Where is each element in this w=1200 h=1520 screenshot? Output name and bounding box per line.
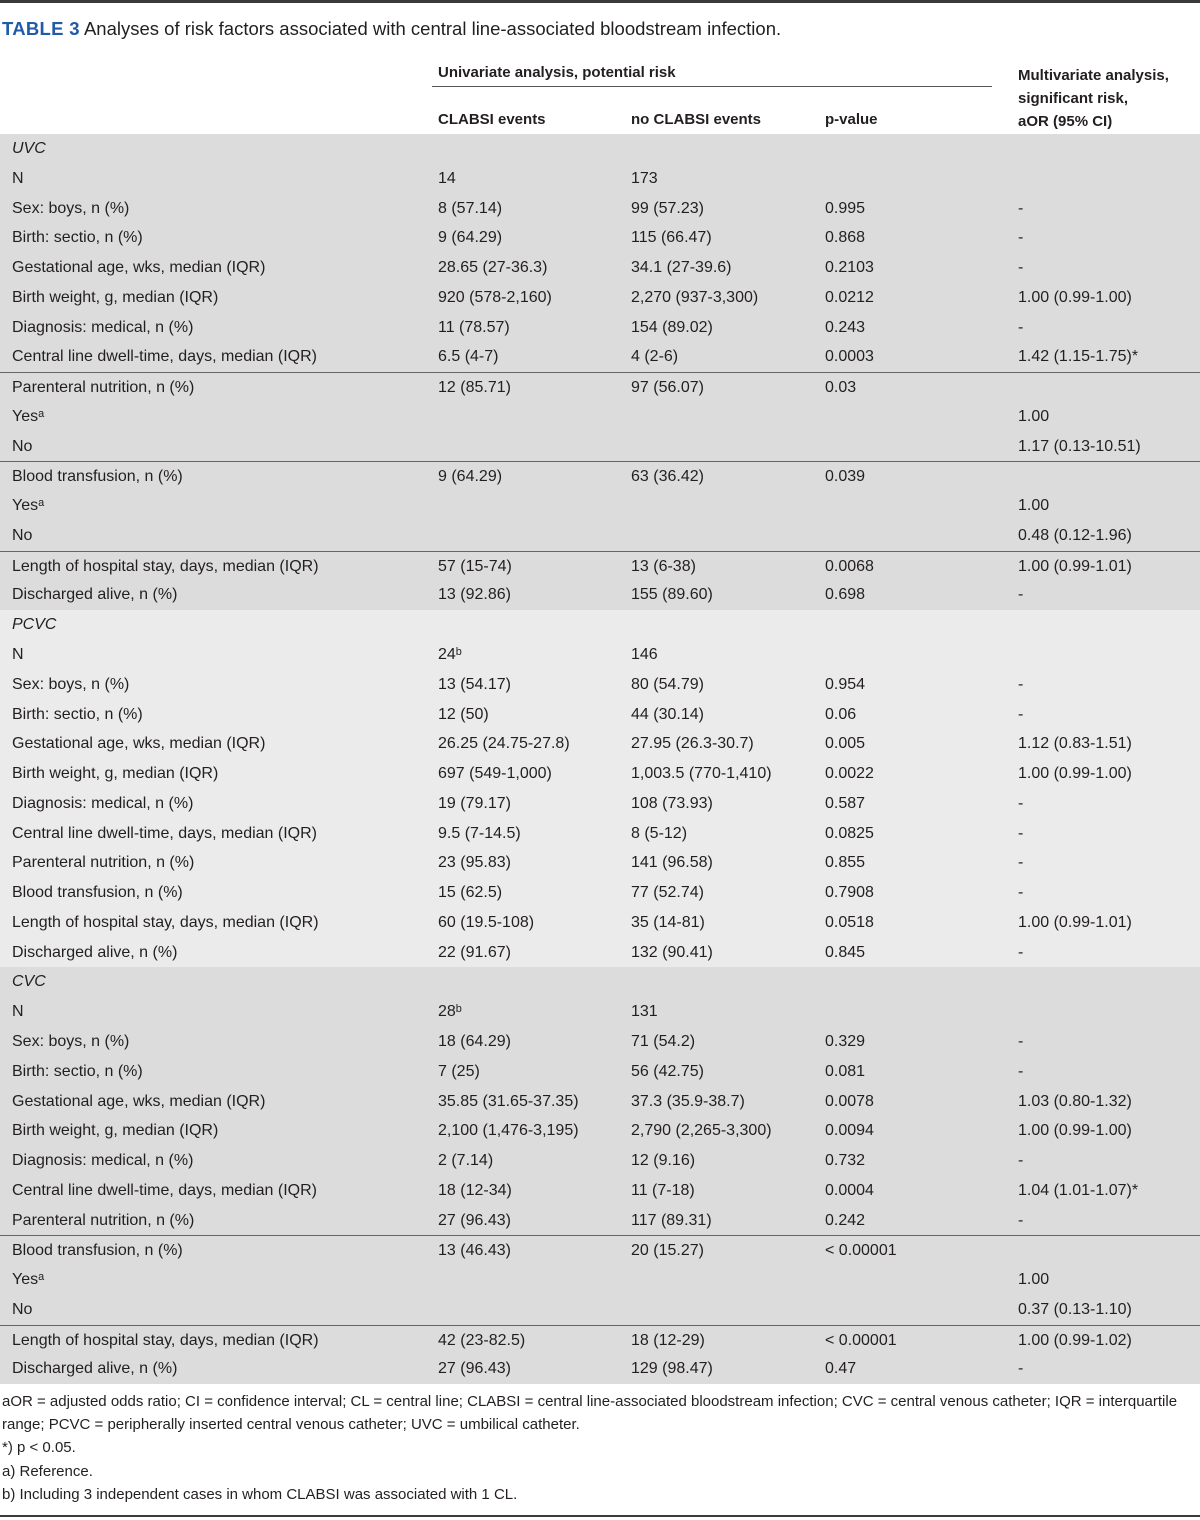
row-label: Yesᵃ — [12, 497, 45, 515]
cell-no-clabsi: 13 (6-38) — [631, 557, 696, 575]
cell-aor: 1.00 — [1018, 497, 1050, 515]
cell-clabsi: 9 (64.29) — [438, 468, 503, 486]
cell-no-clabsi: 99 (57.23) — [631, 199, 704, 217]
cell-clabsi: 13 (46.43) — [438, 1242, 511, 1260]
cell-no-clabsi: 132 (90.41) — [631, 943, 713, 961]
row-label: Gestational age, wks, median (IQR) — [12, 259, 266, 277]
row-label: Discharged alive, n (%) — [12, 586, 178, 604]
cell-p-value: 0.868 — [825, 229, 866, 247]
cell-aor: 0.48 (0.12-1.96) — [1018, 526, 1132, 544]
footnote-significance: *) p < 0.05. — [2, 1439, 76, 1457]
table-row — [0, 283, 1200, 313]
table-row — [0, 848, 1200, 878]
table-row — [0, 1176, 1200, 1206]
cell-no-clabsi: 56 (42.75) — [631, 1062, 704, 1080]
row-label: Gestational age, wks, median (IQR) — [12, 735, 266, 753]
cell-no-clabsi: 44 (30.14) — [631, 705, 704, 723]
column-header-clabsi: CLABSI events — [438, 111, 546, 128]
row-label: Diagnosis: medical, n (%) — [12, 318, 194, 336]
table-row — [0, 670, 1200, 700]
cell-aor: - — [1018, 1032, 1024, 1050]
cell-no-clabsi: 27.95 (26.3-30.7) — [631, 735, 754, 753]
cell-p-value: 0.0825 — [825, 824, 874, 842]
row-label: Blood transfusion, n (%) — [12, 884, 183, 902]
multivariate-header-line: Multivariate analysis, — [1018, 67, 1169, 84]
cell-p-value: 0.242 — [825, 1211, 866, 1229]
row-label: Birth: sectio, n (%) — [12, 1062, 143, 1080]
cell-no-clabsi: 4 (2-6) — [631, 348, 679, 366]
table-row — [0, 640, 1200, 670]
cell-aor: - — [1018, 259, 1024, 277]
footnote-reference: a) Reference. — [2, 1462, 93, 1480]
cell-clabsi: 6.5 (4-7) — [438, 348, 499, 366]
table-row — [0, 491, 1200, 521]
cell-aor: 1.12 (0.83-1.51) — [1018, 735, 1132, 753]
cell-aor: 0.37 (0.13-1.10) — [1018, 1300, 1132, 1318]
cell-no-clabsi: 117 (89.31) — [631, 1211, 712, 1229]
cell-p-value: 0.0518 — [825, 913, 874, 931]
row-label: Gestational age, wks, median (IQR) — [12, 1092, 266, 1110]
table-row — [0, 1325, 1200, 1355]
bottom-rule — [0, 1515, 1200, 1517]
row-label: No — [12, 526, 33, 544]
table-body — [0, 134, 1200, 1384]
cell-p-value: 0.0004 — [825, 1181, 874, 1199]
cell-clabsi: 14 — [438, 169, 456, 187]
cell-no-clabsi: 35 (14-81) — [631, 913, 705, 931]
cell-no-clabsi: 77 (52.74) — [631, 884, 704, 902]
row-label: Discharged alive, n (%) — [12, 1360, 178, 1378]
group-header-row — [0, 610, 1200, 640]
cell-p-value: 0.845 — [825, 943, 866, 961]
cell-clabsi: 13 (92.86) — [438, 586, 511, 604]
column-header-no-clabsi: no CLABSI events — [631, 111, 762, 128]
cell-clabsi: 9.5 (7-14.5) — [438, 824, 521, 842]
cell-p-value: 0.243 — [825, 318, 866, 336]
cell-no-clabsi: 129 (98.47) — [631, 1360, 713, 1378]
cell-p-value: 0.0022 — [825, 765, 874, 783]
cell-no-clabsi: 37.3 (35.9-38.7) — [631, 1092, 745, 1110]
cell-p-value: < 0.00001 — [825, 1331, 897, 1349]
cell-p-value: 0.039 — [825, 468, 866, 486]
cell-p-value: 0.081 — [825, 1062, 866, 1080]
group-header-row — [0, 967, 1200, 997]
table-row — [0, 1235, 1200, 1265]
cell-clabsi: 23 (95.83) — [438, 854, 511, 872]
cell-no-clabsi: 18 (12-29) — [631, 1331, 705, 1349]
cell-clabsi: 19 (79.17) — [438, 794, 511, 812]
cell-clabsi: 22 (91.67) — [438, 943, 511, 961]
group-label: UVC — [12, 140, 46, 157]
row-label: Length of hospital stay, days, median (IQR) — [12, 1331, 319, 1349]
cell-aor: 1.00 (0.99-1.00) — [1018, 765, 1132, 783]
cell-no-clabsi: 154 (89.02) — [631, 318, 713, 336]
cell-clabsi: 9 (64.29) — [438, 229, 503, 247]
table-row — [0, 1295, 1200, 1325]
cell-clabsi: 42 (23-82.5) — [438, 1331, 526, 1349]
cell-p-value: 0.329 — [825, 1032, 866, 1050]
cell-aor: 1.00 (0.99-1.02) — [1018, 1331, 1132, 1349]
table-row — [0, 819, 1200, 849]
cell-clabsi: 13 (54.17) — [438, 675, 511, 693]
cell-p-value: < 0.00001 — [825, 1242, 897, 1260]
table-row — [0, 402, 1200, 432]
table-row — [0, 908, 1200, 938]
cell-clabsi: 28ᵇ — [438, 1003, 462, 1021]
table-caption — [2, 18, 781, 40]
cell-aor: - — [1018, 854, 1024, 872]
row-label: Birth: sectio, n (%) — [12, 229, 143, 247]
cell-no-clabsi: 20 (15.27) — [631, 1242, 704, 1260]
top-rule — [0, 0, 1200, 3]
cell-no-clabsi: 11 (7-18) — [631, 1181, 695, 1199]
cell-p-value: 0.0078 — [825, 1092, 874, 1110]
row-label: Parenteral nutrition, n (%) — [12, 854, 195, 872]
cell-aor: - — [1018, 586, 1024, 604]
cell-clabsi: 26.25 (24.75-27.8) — [438, 735, 570, 753]
group-label: PCVC — [12, 616, 57, 634]
cell-clabsi: 27 (96.43) — [438, 1360, 511, 1378]
cell-aor: 1.00 — [1018, 1271, 1050, 1289]
footnotes — [2, 1390, 1198, 1506]
cell-aor: 1.42 (1.15-1.75)* — [1018, 348, 1139, 366]
cell-aor: - — [1018, 1062, 1024, 1080]
table-row — [0, 789, 1200, 819]
cell-p-value: 0.954 — [825, 675, 866, 693]
cell-p-value: 0.0003 — [825, 348, 874, 366]
cell-clabsi: 28.65 (27-36.3) — [438, 259, 548, 277]
row-label: Sex: boys, n (%) — [12, 675, 130, 693]
cell-no-clabsi: 97 (56.07) — [631, 379, 704, 397]
row-label: Length of hospital stay, days, median (IQR) — [12, 913, 319, 931]
table-row — [0, 313, 1200, 343]
row-label: N — [12, 646, 24, 664]
cell-clabsi: 18 (64.29) — [438, 1032, 511, 1050]
row-label: Central line dwell-time, days, median (IQR) — [12, 348, 317, 366]
cell-aor: 1.17 (0.13-10.51) — [1018, 437, 1141, 455]
table-label: TABLE 3 — [2, 18, 80, 39]
cell-clabsi: 11 (78.57) — [438, 318, 510, 336]
group-header-row — [0, 134, 1200, 164]
univariate-header: Univariate analysis, potential risk — [438, 64, 676, 81]
cell-aor: - — [1018, 705, 1024, 723]
univariate-header-rule — [432, 86, 992, 87]
table-row — [0, 997, 1200, 1027]
cell-clabsi: 57 (15-74) — [438, 557, 512, 575]
cell-clabsi: 24ᵇ — [438, 646, 462, 664]
table-row — [0, 1116, 1200, 1146]
table-row — [0, 1265, 1200, 1295]
row-label: Birth weight, g, median (IQR) — [12, 288, 219, 306]
cell-clabsi: 8 (57.14) — [438, 199, 503, 217]
table-row — [0, 342, 1200, 372]
row-label: Birth weight, g, median (IQR) — [12, 1122, 219, 1140]
row-label: Parenteral nutrition, n (%) — [12, 1211, 195, 1229]
row-label: Yesᵃ — [12, 407, 45, 425]
cell-aor: - — [1018, 794, 1024, 812]
row-label: N — [12, 169, 24, 187]
row-label: No — [12, 437, 33, 455]
cell-clabsi: 920 (578-2,160) — [438, 288, 552, 306]
cell-clabsi: 697 (549-1,000) — [438, 765, 552, 783]
table-row — [0, 551, 1200, 581]
table-row — [0, 1057, 1200, 1087]
table-row — [0, 1146, 1200, 1176]
cell-clabsi: 12 (50) — [438, 705, 489, 723]
cell-no-clabsi: 71 (54.2) — [631, 1032, 696, 1050]
row-label: No — [12, 1300, 33, 1318]
cell-clabsi: 60 (19.5-108) — [438, 913, 535, 931]
row-label: Blood transfusion, n (%) — [12, 1242, 183, 1260]
cell-aor: - — [1018, 199, 1024, 217]
cell-p-value: 0.732 — [825, 1152, 866, 1170]
row-label: Birth weight, g, median (IQR) — [12, 765, 219, 783]
cell-clabsi: 7 (25) — [438, 1062, 480, 1080]
row-label: Central line dwell-time, days, median (IQR) — [12, 824, 317, 842]
cell-no-clabsi: 141 (96.58) — [631, 854, 713, 872]
cell-aor: 1.00 (0.99-1.01) — [1018, 913, 1132, 931]
cell-no-clabsi: 12 (9.16) — [631, 1152, 696, 1170]
cell-clabsi: 35.85 (31.65-37.35) — [438, 1092, 579, 1110]
cell-p-value: 0.855 — [825, 854, 866, 872]
cell-no-clabsi: 63 (36.42) — [631, 468, 704, 486]
row-label: Yesᵃ — [12, 1271, 45, 1289]
cell-aor: 1.03 (0.80-1.32) — [1018, 1092, 1132, 1110]
cell-no-clabsi: 2,270 (937-3,300) — [631, 288, 759, 306]
table-row — [0, 729, 1200, 759]
cell-no-clabsi: 2,790 (2,265-3,300) — [631, 1122, 772, 1140]
row-label: Parenteral nutrition, n (%) — [12, 379, 195, 397]
multivariate-header-line: aOR (95% CI) — [1018, 113, 1113, 130]
cell-p-value: 0.03 — [825, 379, 857, 397]
cell-p-value: 0.0094 — [825, 1122, 874, 1140]
cell-aor: - — [1018, 229, 1024, 247]
table-row — [0, 194, 1200, 224]
cell-p-value: 0.995 — [825, 199, 866, 217]
cell-p-value: 0.0068 — [825, 557, 874, 575]
cell-no-clabsi: 108 (73.93) — [631, 794, 713, 812]
cell-no-clabsi: 115 (66.47) — [631, 229, 712, 247]
cell-no-clabsi: 1,003.5 (770-1,410) — [631, 765, 772, 783]
table-row — [0, 1206, 1200, 1236]
cell-aor: 1.00 — [1018, 407, 1050, 425]
row-label: Diagnosis: medical, n (%) — [12, 794, 194, 812]
cell-aor: 1.04 (1.01-1.07)* — [1018, 1181, 1139, 1199]
cell-clabsi: 2 (7.14) — [438, 1152, 494, 1170]
cell-p-value: 0.698 — [825, 586, 866, 604]
row-label: Central line dwell-time, days, median (IQR) — [12, 1181, 317, 1199]
table-row — [0, 223, 1200, 253]
cell-p-value: 0.47 — [825, 1360, 857, 1378]
table-row — [0, 878, 1200, 908]
row-label: Blood transfusion, n (%) — [12, 468, 183, 486]
table-row — [0, 461, 1200, 491]
table-row — [0, 253, 1200, 283]
table-row — [0, 164, 1200, 194]
cell-aor: - — [1018, 675, 1024, 693]
cell-p-value: 0.7908 — [825, 884, 874, 902]
footnote-cases: b) Including 3 independent cases in whom CLABSI was associated with 1 CL. — [2, 1485, 518, 1503]
cell-no-clabsi: 34.1 (27-39.6) — [631, 259, 732, 277]
table-row — [0, 1027, 1200, 1057]
multivariate-header-line: significant risk, — [1018, 90, 1129, 107]
table-row — [0, 521, 1200, 551]
cell-clabsi: 27 (96.43) — [438, 1211, 511, 1229]
column-header-p-value: p-value — [825, 111, 878, 128]
cell-aor: - — [1018, 824, 1024, 842]
table-row — [0, 759, 1200, 789]
cell-aor: - — [1018, 884, 1024, 902]
table-row — [0, 432, 1200, 462]
cell-no-clabsi: 80 (54.79) — [631, 675, 704, 693]
cell-p-value: 0.0212 — [825, 288, 874, 306]
cell-aor: - — [1018, 1360, 1024, 1378]
cell-p-value: 0.005 — [825, 735, 866, 753]
cell-aor: 1.00 (0.99-1.01) — [1018, 557, 1132, 575]
cell-clabsi: 12 (85.71) — [438, 379, 511, 397]
cell-aor: - — [1018, 1211, 1024, 1229]
row-label: N — [12, 1003, 24, 1021]
cell-no-clabsi: 173 — [631, 169, 658, 187]
cell-aor: - — [1018, 943, 1024, 961]
table-row — [0, 1087, 1200, 1117]
table-row — [0, 700, 1200, 730]
cell-p-value: 0.06 — [825, 705, 857, 723]
cell-p-value: 0.587 — [825, 794, 866, 812]
row-label: Discharged alive, n (%) — [12, 943, 178, 961]
cell-no-clabsi: 155 (89.60) — [631, 586, 713, 604]
cell-clabsi: 15 (62.5) — [438, 884, 503, 902]
table-row — [0, 1354, 1200, 1384]
row-label: Birth: sectio, n (%) — [12, 705, 143, 723]
cell-aor: - — [1018, 1152, 1024, 1170]
cell-p-value: 0.2103 — [825, 259, 874, 277]
cell-clabsi: 2,100 (1,476-3,195) — [438, 1122, 579, 1140]
row-label: Sex: boys, n (%) — [12, 199, 130, 217]
multivariate-header — [1018, 64, 1169, 133]
group-label: CVC — [12, 973, 46, 991]
cell-no-clabsi: 8 (5-12) — [631, 824, 688, 842]
table-row — [0, 372, 1200, 402]
footnote-abbreviations: aOR = adjusted odds ratio; CI = confidence interval; CL = central line; CLABSI = central line-associated bloodstream infection; CVC = central venous catheter; IQR = interquartile range; PCVC = peripherally inserted central venous catheter; UVC = umbilical catheter. — [2, 1393, 1178, 1434]
table-row — [0, 938, 1200, 968]
row-label: Diagnosis: medical, n (%) — [12, 1152, 194, 1170]
cell-aor: 1.00 (0.99-1.00) — [1018, 288, 1132, 306]
row-label: Length of hospital stay, days, median (IQR) — [12, 557, 319, 575]
cell-clabsi: 18 (12-34) — [438, 1181, 512, 1199]
cell-aor: 1.00 (0.99-1.00) — [1018, 1122, 1132, 1140]
cell-aor: - — [1018, 318, 1024, 336]
cell-no-clabsi: 146 — [631, 646, 658, 664]
table-title: Analyses of risk factors associated with central line-associated bloodstream infection. — [83, 18, 782, 39]
row-label: Sex: boys, n (%) — [12, 1032, 130, 1050]
cell-no-clabsi: 131 — [631, 1003, 658, 1021]
table-row — [0, 580, 1200, 610]
